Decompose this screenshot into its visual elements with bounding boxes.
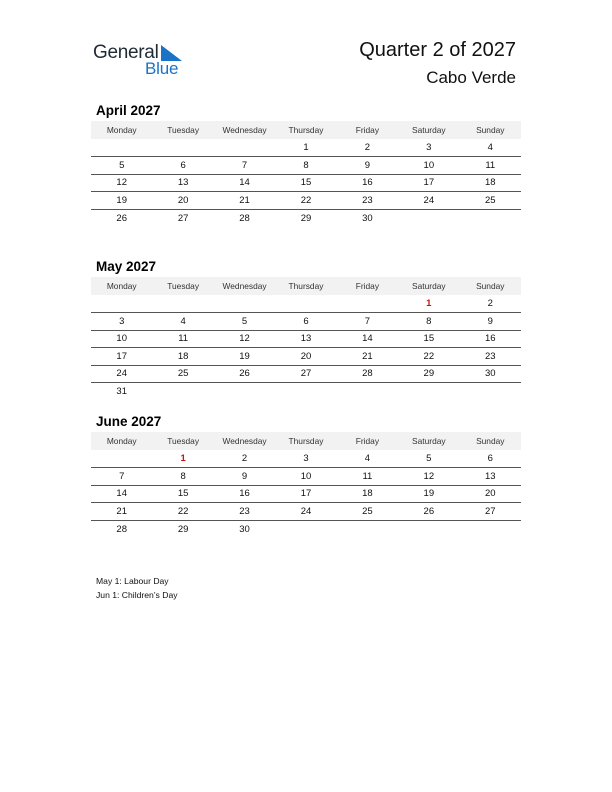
weekday-header: Thursday xyxy=(275,432,336,450)
empty-day-cell xyxy=(460,383,521,401)
holiday-day-cell: 1 xyxy=(398,295,459,313)
day-cell: 14 xyxy=(337,330,398,348)
day-cell: 9 xyxy=(214,468,275,486)
day-cell: 2 xyxy=(214,450,275,468)
day-cell: 11 xyxy=(337,468,398,486)
weekday-header: Tuesday xyxy=(152,121,213,139)
day-cell: 8 xyxy=(275,157,336,175)
day-cell: 3 xyxy=(91,313,152,331)
day-cell: 5 xyxy=(91,157,152,175)
weekday-header: Wednesday xyxy=(214,277,275,295)
day-cell: 27 xyxy=(275,365,336,383)
day-cell: 2 xyxy=(337,139,398,157)
weekday-header: Monday xyxy=(91,121,152,139)
day-cell: 13 xyxy=(460,468,521,486)
day-cell: 11 xyxy=(152,330,213,348)
day-cell: 22 xyxy=(275,192,336,210)
week-row xyxy=(91,313,521,331)
empty-day-cell xyxy=(152,383,213,401)
day-cell: 24 xyxy=(91,365,152,383)
day-cell: 16 xyxy=(337,174,398,192)
day-cell: 26 xyxy=(398,503,459,521)
week-row xyxy=(91,450,521,468)
empty-day-cell xyxy=(460,520,521,538)
day-cell: 7 xyxy=(91,468,152,486)
weekday-header: Tuesday xyxy=(152,277,213,295)
day-cell: 14 xyxy=(214,174,275,192)
day-cell: 19 xyxy=(91,192,152,210)
empty-day-cell xyxy=(91,139,152,157)
empty-day-cell xyxy=(214,295,275,313)
day-cell: 20 xyxy=(152,192,213,210)
week-row xyxy=(91,365,521,383)
day-cell: 8 xyxy=(152,468,213,486)
day-cell: 11 xyxy=(460,157,521,175)
empty-day-cell xyxy=(91,295,152,313)
empty-day-cell xyxy=(460,209,521,227)
month-calendar-table xyxy=(91,432,521,538)
weekday-header: Thursday xyxy=(275,277,336,295)
day-cell: 28 xyxy=(337,365,398,383)
day-cell: 9 xyxy=(337,157,398,175)
holiday-day-cell: 1 xyxy=(152,450,213,468)
weekday-header: Wednesday xyxy=(214,432,275,450)
empty-day-cell xyxy=(214,139,275,157)
day-cell: 3 xyxy=(398,139,459,157)
week-row xyxy=(91,209,521,227)
empty-day-cell xyxy=(152,139,213,157)
week-row xyxy=(91,485,521,503)
weekday-header: Sunday xyxy=(460,432,521,450)
day-cell: 25 xyxy=(337,503,398,521)
empty-day-cell xyxy=(214,383,275,401)
day-cell: 8 xyxy=(398,313,459,331)
day-cell: 10 xyxy=(398,157,459,175)
day-cell: 4 xyxy=(337,450,398,468)
week-row xyxy=(91,192,521,210)
day-cell: 16 xyxy=(460,330,521,348)
day-cell: 15 xyxy=(152,485,213,503)
month-calendar-table xyxy=(91,121,521,227)
week-row xyxy=(91,139,521,157)
weekday-header: Sunday xyxy=(460,121,521,139)
day-cell: 19 xyxy=(214,348,275,366)
empty-day-cell xyxy=(398,209,459,227)
weekday-header: Friday xyxy=(337,121,398,139)
day-cell: 29 xyxy=(398,365,459,383)
day-cell: 30 xyxy=(460,365,521,383)
month-title: April 2027 xyxy=(96,103,161,118)
day-cell: 6 xyxy=(275,313,336,331)
day-cell: 6 xyxy=(152,157,213,175)
empty-day-cell xyxy=(337,295,398,313)
empty-day-cell xyxy=(337,383,398,401)
day-cell: 22 xyxy=(398,348,459,366)
day-cell: 12 xyxy=(214,330,275,348)
day-cell: 17 xyxy=(398,174,459,192)
holiday-note: Jun 1: Children’s Day xyxy=(96,590,178,600)
weekday-header: Friday xyxy=(337,277,398,295)
day-cell: 15 xyxy=(275,174,336,192)
day-cell: 30 xyxy=(362,212,373,224)
weekday-header: Monday xyxy=(91,277,152,295)
day-cell: 22 xyxy=(152,503,213,521)
month-title: June 2027 xyxy=(96,414,162,429)
day-cell: 18 xyxy=(152,348,213,366)
day-cell: 7 xyxy=(214,157,275,175)
day-cell: 25 xyxy=(152,365,213,383)
week-row xyxy=(91,383,521,401)
day-cell: 1 xyxy=(275,139,336,157)
day-cell: 24 xyxy=(398,192,459,210)
day-cell: 7 xyxy=(337,313,398,331)
week-row xyxy=(91,503,521,521)
logo-text-general: General xyxy=(93,42,159,63)
holiday-notes xyxy=(96,574,178,602)
day-cell: 28 xyxy=(239,212,250,224)
day-cell: 30 xyxy=(239,523,250,535)
week-row xyxy=(91,295,521,313)
week-row xyxy=(91,174,521,192)
empty-day-cell xyxy=(275,295,336,313)
month-calendar-table xyxy=(91,277,521,400)
day-cell: 10 xyxy=(275,468,336,486)
day-cell: 12 xyxy=(91,174,152,192)
day-cell: 31 xyxy=(116,386,127,397)
empty-day-cell xyxy=(398,383,459,401)
holiday-note: May 1: Labour Day xyxy=(96,576,169,586)
day-cell: 17 xyxy=(275,485,336,503)
day-cell: 4 xyxy=(152,313,213,331)
day-cell: 13 xyxy=(152,174,213,192)
day-cell: 23 xyxy=(337,192,398,210)
day-cell: 27 xyxy=(460,503,521,521)
day-cell: 20 xyxy=(275,348,336,366)
empty-day-cell xyxy=(398,520,459,538)
day-cell: 21 xyxy=(214,192,275,210)
day-cell: 27 xyxy=(177,212,189,224)
day-cell: 23 xyxy=(460,348,521,366)
month-title: May 2027 xyxy=(96,259,157,274)
day-cell: 16 xyxy=(214,485,275,503)
day-cell: 28 xyxy=(116,523,127,535)
week-row xyxy=(91,468,521,486)
day-cell: 25 xyxy=(460,192,521,210)
day-cell: 14 xyxy=(91,485,152,503)
weekday-header: Saturday xyxy=(398,121,459,139)
weekday-header: Friday xyxy=(337,432,398,450)
day-cell: 18 xyxy=(460,174,521,192)
empty-day-cell xyxy=(275,520,336,538)
empty-day-cell xyxy=(275,383,336,401)
day-cell: 15 xyxy=(398,330,459,348)
day-cell: 29 xyxy=(300,212,312,224)
page-title: Quarter 2 of 2027 xyxy=(359,39,516,61)
day-cell: 21 xyxy=(337,348,398,366)
empty-day-cell xyxy=(91,450,152,468)
weekday-header: Saturday xyxy=(398,432,459,450)
day-cell: 20 xyxy=(460,485,521,503)
weekday-header: Sunday xyxy=(460,277,521,295)
weekday-header: Thursday xyxy=(275,121,336,139)
empty-day-cell xyxy=(337,520,398,538)
generalblue-logo xyxy=(93,40,188,80)
week-row xyxy=(91,348,521,366)
day-cell: 9 xyxy=(460,313,521,331)
day-cell: 26 xyxy=(116,212,127,224)
week-row xyxy=(91,520,521,538)
day-cell: 10 xyxy=(91,330,152,348)
day-cell: 24 xyxy=(275,503,336,521)
day-cell: 18 xyxy=(337,485,398,503)
weekday-header: Saturday xyxy=(398,277,459,295)
day-cell: 21 xyxy=(91,503,152,521)
day-cell: 6 xyxy=(460,450,521,468)
day-cell: 26 xyxy=(214,365,275,383)
empty-day-cell xyxy=(152,295,213,313)
day-cell: 12 xyxy=(398,468,459,486)
day-cell: 3 xyxy=(275,450,336,468)
weekday-header: Tuesday xyxy=(152,432,213,450)
weekday-header: Wednesday xyxy=(214,121,275,139)
day-cell: 5 xyxy=(398,450,459,468)
day-cell: 4 xyxy=(460,139,521,157)
weekday-header: Monday xyxy=(91,432,152,450)
day-cell: 19 xyxy=(398,485,459,503)
day-cell: 29 xyxy=(177,523,189,535)
day-cell: 5 xyxy=(214,313,275,331)
day-cell: 13 xyxy=(275,330,336,348)
day-cell: 2 xyxy=(460,295,521,313)
day-cell: 17 xyxy=(91,348,152,366)
day-cell: 23 xyxy=(214,503,275,521)
week-row xyxy=(91,157,521,175)
logo-text-blue: Blue xyxy=(145,59,179,78)
week-row xyxy=(91,330,521,348)
country-name: Cabo Verde xyxy=(426,68,516,87)
